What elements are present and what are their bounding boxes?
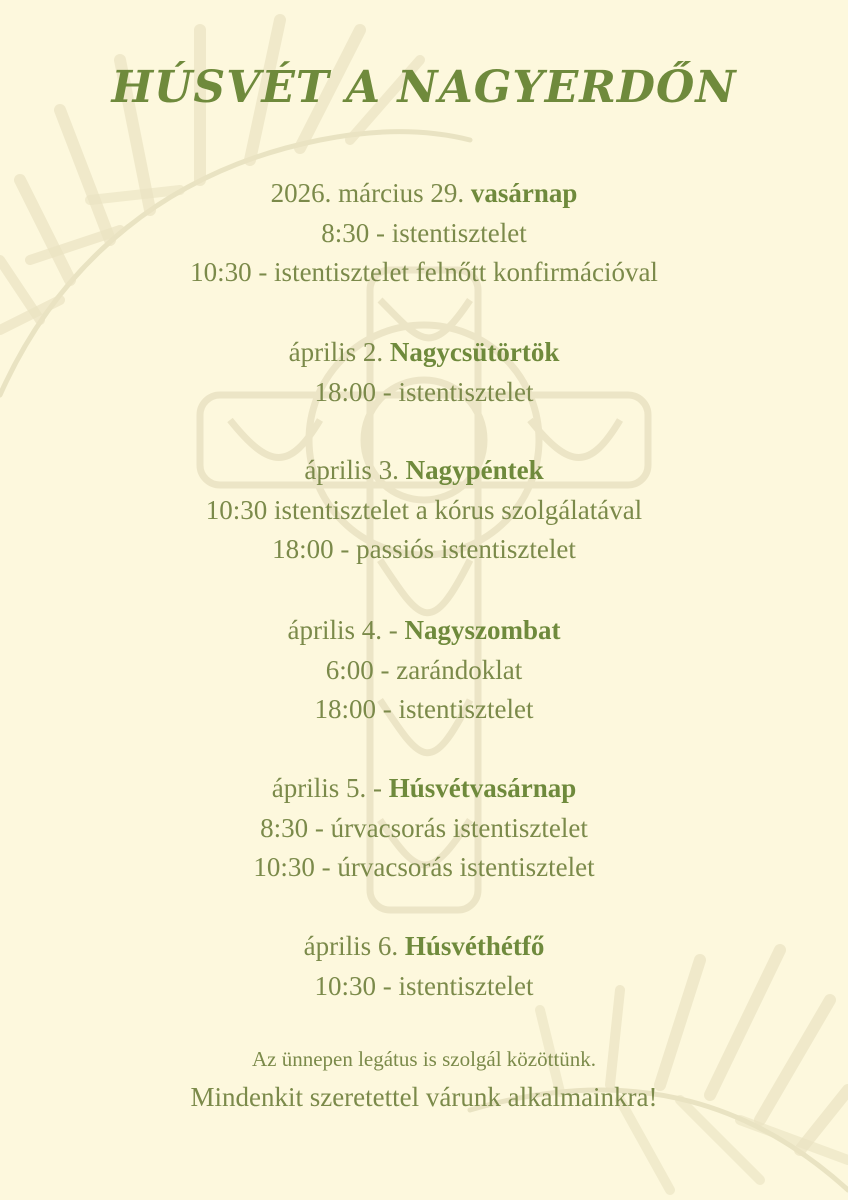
event-heading [0, 769, 848, 809]
event-item: 10:30 - istentisztelet [314, 970, 534, 1001]
event-item: 8:30 - istentisztelet [321, 217, 527, 248]
event-item: 18:00 - istentisztelet [314, 376, 534, 407]
event-item: 18:00 - istentisztelet [314, 694, 534, 724]
footer-note: Az ünnepen legátus is szolgál közöttünk. [251, 1047, 597, 1071]
event-heading [0, 611, 848, 651]
event-item: 10:30 - istentisztelet felnőtt konfirmációval [190, 257, 658, 287]
event-day: vasárnap [470, 178, 578, 208]
event-block [0, 611, 848, 730]
footer-welcome: Mindenkit szeretettel várunk alkalmainkra! [190, 1082, 658, 1112]
event-date: április 4. - [287, 615, 405, 645]
event-item: 10:30 - úrvacsorás istentisztelet [253, 852, 595, 882]
event-item: 8:30 - úrvacsorás istentisztelet [260, 812, 588, 843]
event-day: Húsvéthétfő [404, 931, 545, 961]
event-day: Nagyszombat [404, 615, 561, 645]
event-date: április 5. - [271, 773, 389, 803]
event-block [0, 174, 848, 293]
event-block [0, 927, 848, 1006]
event-date: április 2. [288, 337, 390, 367]
event-item: 10:30 istentisztelet a kórus szolgálatával [205, 494, 643, 525]
event-item: 6:00 - zarándoklat [325, 654, 523, 685]
event-block [0, 769, 848, 888]
event-heading [0, 174, 848, 214]
event-block [0, 451, 848, 570]
event-day: Nagypéntek [405, 455, 544, 485]
event-block [0, 333, 848, 412]
event-item: 18:00 - passiós istentisztelet [272, 534, 576, 564]
event-date: április 3. [304, 455, 406, 485]
event-day: Húsvétvasárnap [388, 773, 577, 803]
event-date: 2026. március 29. [270, 178, 471, 208]
event-heading [0, 451, 848, 491]
event-day: Nagycsütörtök [389, 337, 560, 367]
event-heading [0, 333, 848, 373]
page-title: HÚSVÉT A NAGYERDŐN [111, 62, 737, 113]
event-date: április 6. [303, 931, 405, 961]
event-heading [0, 927, 848, 967]
